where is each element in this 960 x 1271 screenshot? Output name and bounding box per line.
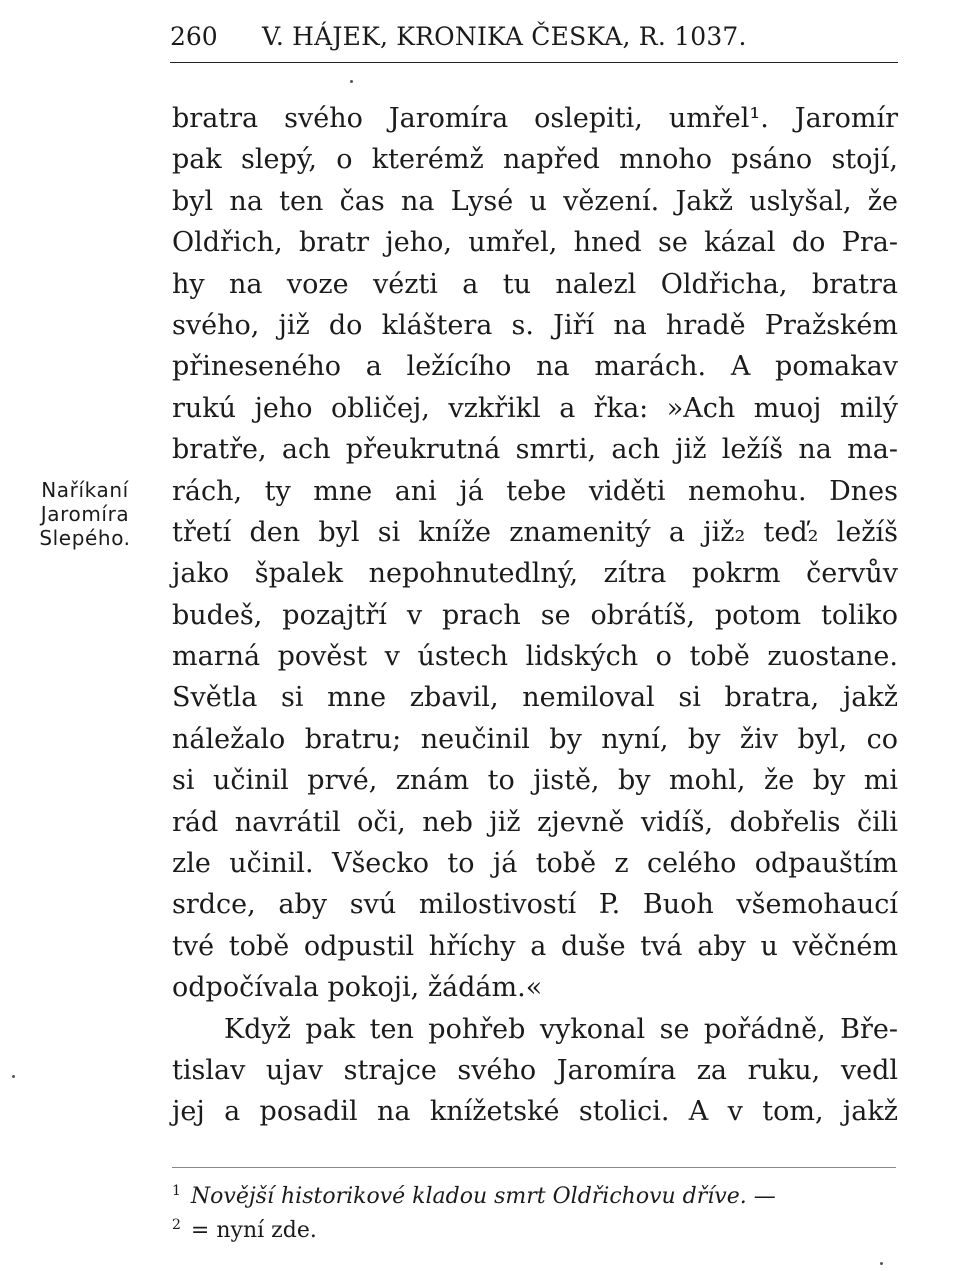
print-speck	[12, 1075, 15, 1078]
text-line: jej a posadil na knížetské stolici. A v tom, jakž	[172, 1096, 898, 1128]
text-line: odpočívala pokoji, žádám.«	[172, 972, 543, 1004]
text-line: bratra svého Jaromíra oslepiti, umřel¹. Jaromír	[172, 103, 898, 134]
footnote-2	[172, 1214, 896, 1248]
marginal-note-line: Jaromíra	[40, 502, 130, 526]
page-number: 260	[170, 22, 218, 51]
text-line: hy na voze vézti a tu nalezl Oldřicha, bratra	[172, 268, 898, 300]
footnote-1	[172, 1180, 896, 1214]
text-line: pak slepý, o kterémž napřed mnoho psáno stojí,	[172, 144, 898, 176]
text-line: náležalo bratru; neučinil by nyní, by živ byl, co	[172, 723, 898, 755]
text-line: třetí den byl si kníže znamenitý a již₂ teď₂ ležíš	[172, 516, 898, 548]
footnote-marker: 1	[172, 1182, 181, 1199]
text-line: přineseného a ležícího na marách. A pomakav	[172, 351, 898, 383]
running-head: V. HÁJEK, KRONIKA ČESKA, R. 1037.	[262, 22, 747, 51]
footnote-marker: 2	[172, 1216, 181, 1233]
footnote-rule	[172, 1167, 896, 1168]
footnotes	[172, 1180, 896, 1248]
text-line: rád navrátil oči, neb již zjevně vidíš, dobřelis čili	[172, 806, 898, 838]
text-line: jako špalek nepohnutedlný, zítra pokrm červův	[172, 558, 898, 590]
footnote-text: = nyní zde.	[190, 1218, 317, 1243]
print-speck	[350, 80, 353, 83]
text-line: srdce, aby svú milostivostí P. Buoh všemohaucí	[172, 889, 898, 921]
print-speck	[880, 1262, 883, 1265]
footnote-text: Novější historikové kladou smrt Oldřichovu dříve. —	[190, 1184, 776, 1209]
text-line: bratře, ach přeukrutná smrti, ach již ležíš na ma-	[172, 434, 898, 466]
text-line: zle učinil. Všecko to já tobě z celého odpauštím	[172, 848, 898, 880]
marginal-note-line: Slepého.	[39, 526, 131, 550]
text-line: rách, ty mne ani já tebe viděti nemohu. Dnes	[172, 475, 898, 507]
text-line: marná pověst v ústech lidských o tobě zuostane.	[172, 641, 898, 673]
text-line: Oldřich, bratr jeho, umřel, hned se kázal do Pra-	[172, 227, 898, 259]
header-rule	[170, 62, 898, 63]
page-header	[170, 18, 900, 60]
text-line: svého, již do kláštera s. Jiří na hradě Pražském	[172, 309, 898, 341]
text-line: Když pak ten pohřeb vykonal se pořádně, Bře-	[224, 1013, 898, 1045]
marginal-note-line: Naříkaní	[41, 478, 129, 502]
text-line: si učinil prvé, znám to jistě, by mohl, že by mi	[172, 765, 898, 797]
marginal-note	[20, 478, 150, 550]
body-text	[172, 98, 898, 1133]
text-line: Světla si mne zbavil, nemiloval si bratra, jakž	[172, 682, 898, 714]
text-line: rukú jeho obličej, vzkřikl a řka: »Ach muoj milý	[172, 392, 898, 424]
text-line: tislav ujav strajce svého Jaromíra za ruku, vedl	[172, 1054, 898, 1086]
text-line: byl na ten čas na Lysé u vězení. Jakž uslyšal, že	[172, 185, 898, 217]
text-line: tvé tobě odpustil hříchy a duše tvá aby u věčném	[172, 930, 898, 962]
text-line: budeš, pozajtří v prach se obrátíš, potom toliko	[172, 599, 898, 631]
